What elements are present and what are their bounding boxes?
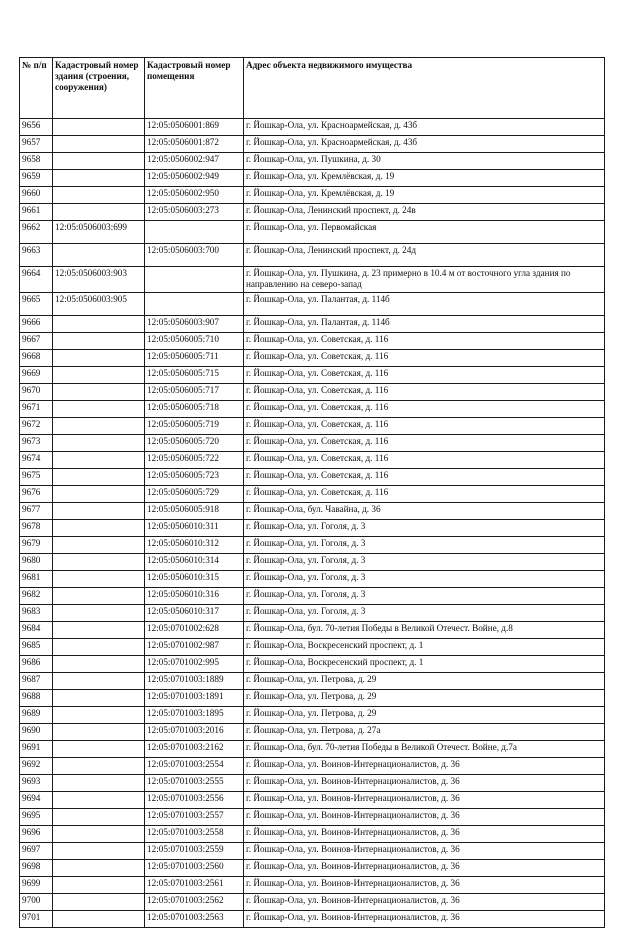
building-cadastral-cell [53, 204, 145, 221]
room-cadastral-cell: 12:05:0506010:317 [145, 605, 244, 622]
address-cell: г. Йошкар-Ола, ул. Гоголя, д. 3 [244, 520, 605, 537]
row-number-cell: 9683 [20, 605, 53, 622]
building-cadastral-cell [53, 639, 145, 656]
building-cadastral-cell [53, 911, 145, 928]
table-row [20, 792, 605, 809]
address-cell: г. Йошкар-Ола, бул. Чавайна, д. 36 [244, 503, 605, 520]
row-number-cell: 9680 [20, 554, 53, 571]
address-cell: г. Йошкар-Ола, ул. Советская, д. 116 [244, 350, 605, 367]
building-cadastral-cell [53, 758, 145, 775]
room-cadastral-cell: 12:05:0506005:720 [145, 435, 244, 452]
table-row [20, 333, 605, 350]
room-cadastral-cell: 12:05:0506002:949 [145, 170, 244, 187]
room-cadastral-cell: 12:05:0506001:869 [145, 119, 244, 136]
building-cadastral-cell [53, 350, 145, 367]
building-cadastral-cell [53, 136, 145, 153]
room-cadastral-cell [145, 267, 244, 293]
address-cell: г. Йошкар-Ола, ул. Кремлёвская, д. 19 [244, 170, 605, 187]
row-number-cell: 9656 [20, 119, 53, 136]
address-cell: г. Йошкар-Ола, ул. Воинов-Интернационалистов, д. 36 [244, 826, 605, 843]
address-cell: г. Йошкар-Ола, ул. Палантая, д. 114б [244, 293, 605, 316]
building-cadastral-cell [53, 435, 145, 452]
address-cell: г. Йошкар-Ола, ул. Петрова, д. 27а [244, 724, 605, 741]
building-cadastral-cell [53, 520, 145, 537]
table-row [20, 267, 605, 293]
address-cell: г. Йошкар-Ола, Воскресенский проспект, д. 1 [244, 656, 605, 673]
row-number-cell: 9667 [20, 333, 53, 350]
table-row [20, 656, 605, 673]
row-number-cell: 9690 [20, 724, 53, 741]
building-cadastral-cell [53, 469, 145, 486]
address-cell: г. Йошкар-Ола, ул. Гоголя, д. 3 [244, 554, 605, 571]
table-row [20, 367, 605, 384]
building-cadastral-cell [53, 401, 145, 418]
room-cadastral-cell: 12:05:0506005:718 [145, 401, 244, 418]
address-cell: г. Йошкар-Ола, ул. Советская, д. 116 [244, 384, 605, 401]
room-cadastral-cell: 12:05:0701002:987 [145, 639, 244, 656]
address-cell: г. Йошкар-Ола, ул. Воинов-Интернационалистов, д. 36 [244, 809, 605, 826]
building-cadastral-cell [53, 452, 145, 469]
row-number-cell: 9696 [20, 826, 53, 843]
room-cadastral-cell: 12:05:0701003:1895 [145, 707, 244, 724]
building-cadastral-cell [53, 860, 145, 877]
table-row [20, 911, 605, 928]
building-cadastral-cell [53, 384, 145, 401]
room-cadastral-cell: 12:05:0701003:2162 [145, 741, 244, 758]
building-cadastral-cell [53, 554, 145, 571]
table-row [20, 401, 605, 418]
address-cell: г. Йошкар-Ола, ул. Гоголя, д. 3 [244, 605, 605, 622]
address-cell: г. Йошкар-Ола, ул. Гоголя, д. 3 [244, 537, 605, 554]
room-cadastral-cell: 12:05:0701003:2560 [145, 860, 244, 877]
address-cell: г. Йошкар-Ола, бул. 70-летия Победы в Великой Отечест. Войне, д.8 [244, 622, 605, 639]
row-number-cell: 9660 [20, 187, 53, 204]
room-cadastral-cell: 12:05:0701003:2559 [145, 843, 244, 860]
building-cadastral-cell [53, 418, 145, 435]
address-cell: г. Йошкар-Ола, ул. Советская, д. 116 [244, 401, 605, 418]
table-row [20, 384, 605, 401]
address-cell: г. Йошкар-Ола, ул. Кремлёвская, д. 19 [244, 187, 605, 204]
room-cadastral-cell: 12:05:0506005:918 [145, 503, 244, 520]
table-row [20, 187, 605, 204]
row-number-cell: 9661 [20, 204, 53, 221]
room-cadastral-cell: 12:05:0701003:2016 [145, 724, 244, 741]
room-cadastral-cell: 12:05:0701003:2562 [145, 894, 244, 911]
row-number-cell: 9688 [20, 690, 53, 707]
row-number-cell: 9671 [20, 401, 53, 418]
room-cadastral-cell: 12:05:0506005:723 [145, 469, 244, 486]
address-cell: г. Йошкар-Ола, ул. Воинов-Интернационалистов, д. 36 [244, 843, 605, 860]
room-cadastral-cell: 12:05:0506001:872 [145, 136, 244, 153]
table-row [20, 690, 605, 707]
table-row [20, 588, 605, 605]
address-cell: г. Йошкар-Ола, ул. Петрова, д. 29 [244, 673, 605, 690]
room-cadastral-cell: 12:05:0506002:947 [145, 153, 244, 170]
building-cadastral-cell [53, 486, 145, 503]
address-cell: г. Йошкар-Ола, ул. Воинов-Интернационалистов, д. 36 [244, 792, 605, 809]
address-cell: г. Йошкар-Ола, ул. Гоголя, д. 3 [244, 571, 605, 588]
building-cadastral-cell [53, 707, 145, 724]
property-register-table [19, 57, 605, 928]
row-number-cell: 9678 [20, 520, 53, 537]
building-cadastral-cell [53, 656, 145, 673]
address-cell: г. Йошкар-Ола, ул. Воинов-Интернационалистов, д. 36 [244, 911, 605, 928]
table-row [20, 153, 605, 170]
building-cadastral-cell [53, 153, 145, 170]
room-cadastral-cell: 12:05:0506010:314 [145, 554, 244, 571]
room-cadastral-cell: 12:05:0701003:2561 [145, 877, 244, 894]
table-row [20, 639, 605, 656]
table-row [20, 469, 605, 486]
row-number-cell: 9677 [20, 503, 53, 520]
row-number-cell: 9685 [20, 639, 53, 656]
header-room-cadastral: Кадастровый номер помещения [145, 58, 244, 119]
row-number-cell: 9679 [20, 537, 53, 554]
room-cadastral-cell: 12:05:0506010:311 [145, 520, 244, 537]
address-cell: г. Йошкар-Ола, ул. Воинов-Интернационалистов, д. 36 [244, 758, 605, 775]
room-cadastral-cell: 12:05:0506003:700 [145, 244, 244, 267]
address-cell: г. Йошкар-Ола, Воскресенский проспект, д. 1 [244, 639, 605, 656]
table-row [20, 486, 605, 503]
row-number-cell: 9681 [20, 571, 53, 588]
building-cadastral-cell [53, 316, 145, 333]
row-number-cell: 9674 [20, 452, 53, 469]
table-row [20, 503, 605, 520]
building-cadastral-cell [53, 187, 145, 204]
table-row [20, 860, 605, 877]
address-cell: г. Йошкар-Ола, ул. Советская, д. 116 [244, 452, 605, 469]
table-row [20, 673, 605, 690]
address-cell: г. Йошкар-Ола, ул. Красноармейская, д. 43б [244, 119, 605, 136]
building-cadastral-cell [53, 809, 145, 826]
row-number-cell: 9698 [20, 860, 53, 877]
room-cadastral-cell: 12:05:0506010:312 [145, 537, 244, 554]
address-cell: г. Йошкар-Ола, ул. Советская, д. 116 [244, 333, 605, 350]
row-number-cell: 9668 [20, 350, 53, 367]
room-cadastral-cell: 12:05:0506005:722 [145, 452, 244, 469]
building-cadastral-cell [53, 741, 145, 758]
header-address: Адрес объекта недвижимого имущества [244, 58, 605, 119]
address-cell: г. Йошкар-Ола, ул. Советская, д. 116 [244, 418, 605, 435]
room-cadastral-cell: 12:05:0506005:711 [145, 350, 244, 367]
address-cell: г. Йошкар-Ола, ул. Воинов-Интернационалистов, д. 36 [244, 894, 605, 911]
building-cadastral-cell [53, 877, 145, 894]
table-row [20, 707, 605, 724]
building-cadastral-cell [53, 690, 145, 707]
table-body [20, 119, 605, 928]
table-row [20, 605, 605, 622]
room-cadastral-cell: 12:05:0506005:715 [145, 367, 244, 384]
address-cell: г. Йошкар-Ола, ул. Красноармейская, д. 43б [244, 136, 605, 153]
table-row [20, 741, 605, 758]
building-cadastral-cell [53, 571, 145, 588]
room-cadastral-cell [145, 293, 244, 316]
building-cadastral-cell [53, 724, 145, 741]
address-cell: г. Йошкар-Ола, ул. Петрова, д. 29 [244, 690, 605, 707]
table-row [20, 622, 605, 639]
row-number-cell: 9658 [20, 153, 53, 170]
row-number-cell: 9670 [20, 384, 53, 401]
row-number-cell: 9659 [20, 170, 53, 187]
address-cell: г. Йошкар-Ола, ул. Палантая, д. 114б [244, 316, 605, 333]
row-number-cell: 9687 [20, 673, 53, 690]
building-cadastral-cell [53, 119, 145, 136]
room-cadastral-cell: 12:05:0506003:273 [145, 204, 244, 221]
table-row [20, 809, 605, 826]
room-cadastral-cell: 12:05:0701002:995 [145, 656, 244, 673]
building-cadastral-cell [53, 622, 145, 639]
building-cadastral-cell [53, 244, 145, 267]
address-cell: г. Йошкар-Ола, Ленинский проспект, д. 24в [244, 204, 605, 221]
address-cell: г. Йошкар-Ола, ул. Пушкина, д. 23 примерно в 10.4 м от восточного угла здания по направлению на северо-запад [244, 267, 605, 293]
address-cell: г. Йошкар-Ола, ул. Советская, д. 116 [244, 469, 605, 486]
room-cadastral-cell: 12:05:0701003:1889 [145, 673, 244, 690]
address-cell: г. Йошкар-Ола, ул. Гоголя, д. 3 [244, 588, 605, 605]
building-cadastral-cell [53, 843, 145, 860]
table-row [20, 316, 605, 333]
table-row [20, 221, 605, 244]
room-cadastral-cell: 12:05:0506005:717 [145, 384, 244, 401]
row-number-cell: 9693 [20, 775, 53, 792]
room-cadastral-cell: 12:05:0701003:1891 [145, 690, 244, 707]
building-cadastral-cell [53, 775, 145, 792]
row-number-cell: 9664 [20, 267, 53, 293]
row-number-cell: 9699 [20, 877, 53, 894]
address-cell: г. Йошкар-Ола, ул. Петрова, д. 29 [244, 707, 605, 724]
row-number-cell: 9692 [20, 758, 53, 775]
room-cadastral-cell: 12:05:0506010:316 [145, 588, 244, 605]
table-row [20, 350, 605, 367]
room-cadastral-cell: 12:05:0701002:628 [145, 622, 244, 639]
building-cadastral-cell [53, 605, 145, 622]
room-cadastral-cell: 12:05:0701003:2555 [145, 775, 244, 792]
building-cadastral-cell [53, 792, 145, 809]
table-row [20, 877, 605, 894]
address-cell: г. Йошкар-Ола, бул. 70-летия Победы в Великой Отечест. Войне, д.7а [244, 741, 605, 758]
row-number-cell: 9666 [20, 316, 53, 333]
room-cadastral-cell: 12:05:0701003:2563 [145, 911, 244, 928]
room-cadastral-cell: 12:05:0701003:2558 [145, 826, 244, 843]
table-row [20, 537, 605, 554]
row-number-cell: 9689 [20, 707, 53, 724]
building-cadastral-cell [53, 170, 145, 187]
table-row [20, 775, 605, 792]
table-row [20, 571, 605, 588]
room-cadastral-cell: 12:05:0701003:2554 [145, 758, 244, 775]
table-row [20, 826, 605, 843]
address-cell: г. Йошкар-Ола, ул. Первомайская [244, 221, 605, 244]
table-row [20, 204, 605, 221]
row-number-cell: 9663 [20, 244, 53, 267]
room-cadastral-cell: 12:05:0506002:950 [145, 187, 244, 204]
row-number-cell: 9701 [20, 911, 53, 928]
table-row [20, 843, 605, 860]
building-cadastral-cell [53, 588, 145, 605]
address-cell: г. Йошкар-Ола, ул. Воинов-Интернационалистов, д. 36 [244, 860, 605, 877]
table-row [20, 724, 605, 741]
address-cell: г. Йошкар-Ола, ул. Советская, д. 116 [244, 435, 605, 452]
address-cell: г. Йошкар-Ола, ул. Воинов-Интернационалистов, д. 36 [244, 775, 605, 792]
building-cadastral-cell [53, 333, 145, 350]
row-number-cell: 9684 [20, 622, 53, 639]
row-number-cell: 9695 [20, 809, 53, 826]
row-number-cell: 9686 [20, 656, 53, 673]
address-cell: г. Йошкар-Ола, ул. Советская, д. 116 [244, 486, 605, 503]
room-cadastral-cell [145, 221, 244, 244]
row-number-cell: 9675 [20, 469, 53, 486]
table-row [20, 452, 605, 469]
room-cadastral-cell: 12:05:0506005:719 [145, 418, 244, 435]
table-row [20, 136, 605, 153]
building-cadastral-cell [53, 537, 145, 554]
header-row-number: № п/п [20, 58, 53, 119]
row-number-cell: 9676 [20, 486, 53, 503]
row-number-cell: 9665 [20, 293, 53, 316]
address-cell: г. Йошкар-Ола, ул. Пушкина, д. 30 [244, 153, 605, 170]
table-row [20, 170, 605, 187]
table-row [20, 244, 605, 267]
table-header-row [20, 58, 605, 119]
row-number-cell: 9657 [20, 136, 53, 153]
room-cadastral-cell: 12:05:0701003:2557 [145, 809, 244, 826]
room-cadastral-cell: 12:05:0701003:2556 [145, 792, 244, 809]
room-cadastral-cell: 12:05:0506010:315 [145, 571, 244, 588]
row-number-cell: 9672 [20, 418, 53, 435]
row-number-cell: 9669 [20, 367, 53, 384]
row-number-cell: 9673 [20, 435, 53, 452]
table-row [20, 554, 605, 571]
row-number-cell: 9697 [20, 843, 53, 860]
row-number-cell: 9694 [20, 792, 53, 809]
building-cadastral-cell: 12:05:0506003:903 [53, 267, 145, 293]
header-building-cadastral: Кадастровый номер здания (строения, сооружения) [53, 58, 145, 119]
building-cadastral-cell: 12:05:0506003:905 [53, 293, 145, 316]
room-cadastral-cell: 12:05:0506005:729 [145, 486, 244, 503]
building-cadastral-cell: 12:05:0506003:699 [53, 221, 145, 244]
building-cadastral-cell [53, 894, 145, 911]
room-cadastral-cell: 12:05:0506005:710 [145, 333, 244, 350]
table-row [20, 758, 605, 775]
table-row [20, 520, 605, 537]
building-cadastral-cell [53, 503, 145, 520]
address-cell: г. Йошкар-Ола, Ленинский проспект, д. 24д [244, 244, 605, 267]
table-row [20, 435, 605, 452]
building-cadastral-cell [53, 826, 145, 843]
row-number-cell: 9691 [20, 741, 53, 758]
table-row [20, 293, 605, 316]
address-cell: г. Йошкар-Ола, ул. Воинов-Интернационалистов, д. 36 [244, 877, 605, 894]
row-number-cell: 9700 [20, 894, 53, 911]
address-cell: г. Йошкар-Ола, ул. Советская, д. 116 [244, 367, 605, 384]
table-row [20, 418, 605, 435]
room-cadastral-cell: 12:05:0506003:907 [145, 316, 244, 333]
table-row [20, 119, 605, 136]
row-number-cell: 9662 [20, 221, 53, 244]
table-row [20, 894, 605, 911]
building-cadastral-cell [53, 367, 145, 384]
row-number-cell: 9682 [20, 588, 53, 605]
building-cadastral-cell [53, 673, 145, 690]
